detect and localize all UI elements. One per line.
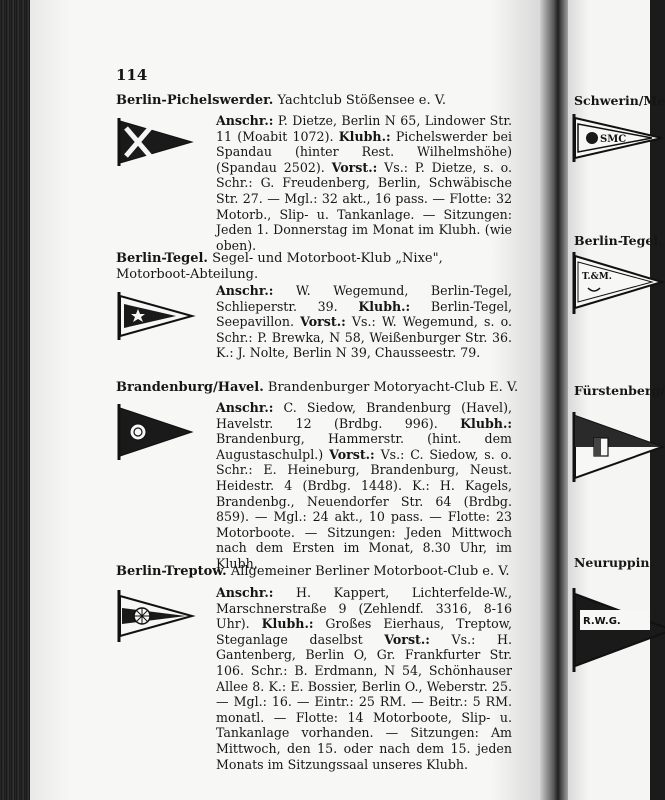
entry-club: Allgemeiner Berliner Motorboot-Club e. V. (230, 564, 510, 579)
entry-body: Anschr.: H. Kappert, Lichterfelde-W., Marschnerstraße 9 (Zehlendf. 3316, 8-16 Uhr). Klubh.: Großes Eierhaus, Treptow, Steganlage daselbst Vorst.: Vs.: H. Gantenberg, Berlin O, Gr. Frankfurter Str. 106. Schr.: B. Erdmann, N 54, Schönhauser Allee 8. K.: E. Bossier, Berlin O., Weberstr. 25. — Mgl.: 16. — Eintr.: 25 RM. — Beitr.: 5 RM. monatl. — Flotte: 14 Motorboote, Slip- u. Tankanlage vorhanden. — Sitzungen: Am Mittwoch, den 15. oder nach dem 15. jeden Monats im Sitzungssaal unseres Klubh. (216, 585, 512, 772)
entry-heading (116, 251, 512, 283)
right-page-heading: Fürstenberg/ (574, 383, 665, 398)
right-page-heading: Neuruppin. (574, 555, 654, 570)
entry-club: Brandenburger Motoryacht-Club E. V. (267, 380, 519, 395)
right-page-heading: Schwerin/Me (574, 93, 665, 108)
entry-place: Berlin-Treptow. (116, 564, 227, 579)
entry-place: Berlin-Tegel. (116, 251, 208, 266)
right-flag-label: R.W.G. (583, 616, 621, 627)
right-page (568, 0, 665, 800)
right-flag-label: T.&M. (582, 272, 612, 282)
entry-place: Berlin-Pichelswerder. (116, 93, 274, 108)
entry-heading (116, 380, 518, 396)
club-pennant-icon (116, 404, 196, 460)
entry-heading (116, 564, 509, 580)
page-number: 114 (116, 66, 148, 84)
right-flag-label: SMC (600, 134, 627, 145)
club-pennant-icon (572, 588, 650, 672)
entry-place: Brandenburg/Havel. (116, 380, 264, 395)
entry-body: Anschr.: C. Siedow, Brandenburg (Havel), Havelstr. 12 (Brdbg. 996). Klubh.: Brandenburg, Hammerstr. (hint. dem Augustaschulpl.) Vorst.: Vs.: C. Siedow, s. o. Schr.: E. Heineburg, Brandenburg, Neust. Heidestr. 4 (Brdbg. 1448). K.: H. Kagels, Brandenbg., Neuendorfer Str. 64 (Brdbg. 859). — Mgl.: 24 akt., 10 pass. — Flotte: 23 Motorboote. — Sitzungen: Jeden Mittwoch nach dem Ersten im Monat, 8.30 Uhr, im Klubh. (216, 400, 512, 571)
club-pennant-icon (116, 590, 196, 642)
entry-club: Segel- und Motorboot-Klub „Nixe", Motorboot-Abteilung. (116, 251, 443, 282)
entry-heading (116, 93, 446, 109)
club-pennant-icon (116, 118, 196, 166)
entry-club: Yachtclub Stößensee e. V. (277, 93, 447, 108)
club-pennant-icon (572, 114, 650, 162)
club-pennant-icon (572, 252, 650, 314)
right-page-heading: Berlin-Tegel. (574, 233, 663, 248)
book-spine-edge (0, 0, 30, 800)
entry-body: Anschr.: W. Wegemund, Berlin-Tegel, Schlieperstr. 39. Klubh.: Berlin-Tegel, Seepavillon. Vorst.: Vs.: W. Wegemund, s. o. Schr.: P. Brewka, N 58, Weißenburger Str. 36. K.: J. Nolte, Berlin N 39, Chausseestr. 79. (216, 283, 512, 361)
club-pennant-icon (572, 412, 650, 482)
entry-body: Anschr.: P. Dietze, Berlin N 65, Lindower Str. 11 (Moabit 1072). Klubh.: Pichelswerder bei Spandau (hinter Rest. Wilhelmshöhe) (Spandau 2502). Vorst.: Vs.: P. Dietze, s. o. Schr.: G. Freudenberg, Berlin, Schwäbische Str. 27. — Mgl.: 32 akt., 16 pass. — Flotte: 32 Motorb., Slip- u. Tankanlage. — Sitzungen: Jeden 1. Donnerstag im Monat im Klubh. (wie oben). (216, 113, 512, 253)
book-gutter (540, 0, 570, 800)
club-pennant-icon (116, 292, 196, 340)
